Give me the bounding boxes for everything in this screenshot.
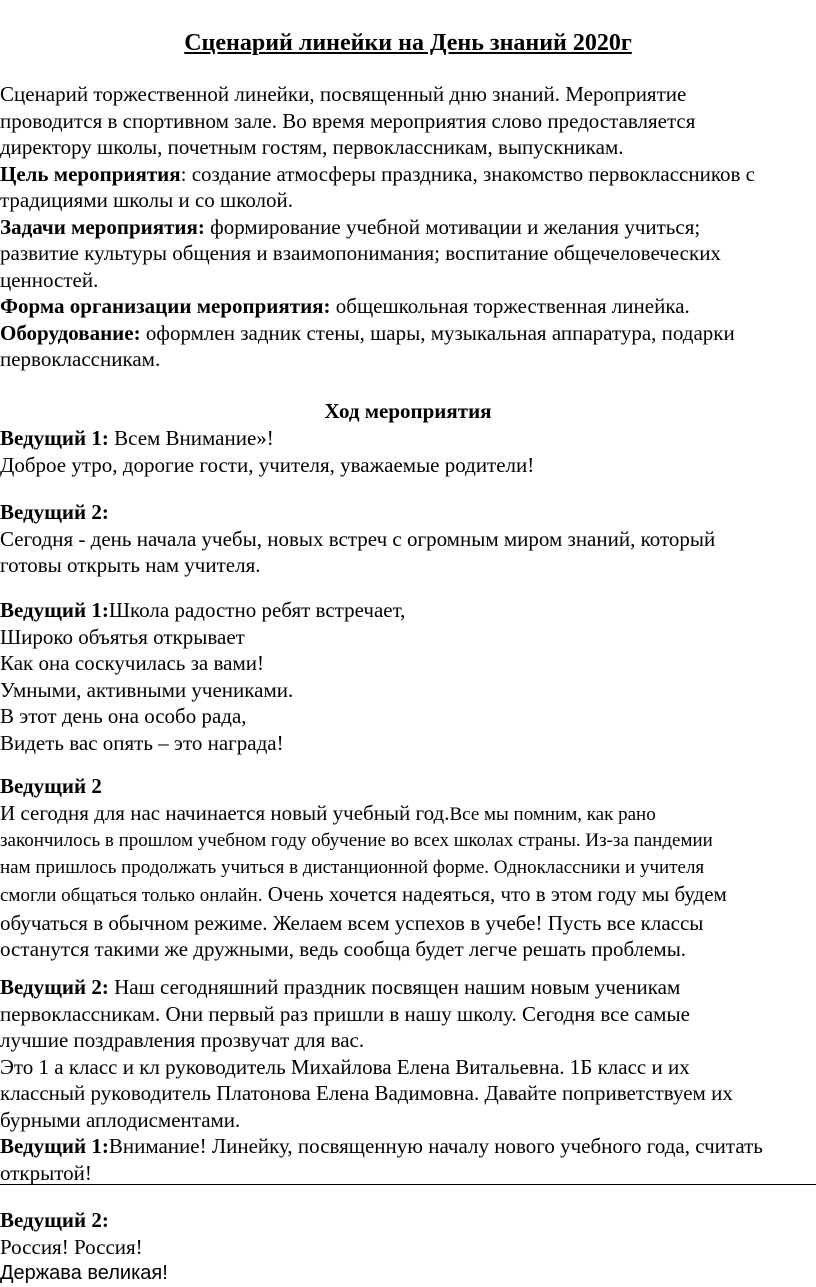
intro-section bbox=[0, 81, 816, 373]
speaker-1-line-2: Доброе утро, дорогие гости, учителя, уважаемые родители! bbox=[0, 452, 535, 477]
speaker-2-label-line bbox=[0, 1207, 816, 1234]
speaker-1-text: Всем Внимание»! bbox=[108, 426, 274, 450]
goal-line-1 bbox=[0, 161, 816, 188]
pandemic-line-4 bbox=[0, 881, 816, 910]
verse-line-6: Видеть вас опять – это награда! bbox=[0, 730, 284, 755]
firstgraders-line-6: бурными аплодисментами. bbox=[0, 1107, 241, 1132]
page-title: Сценарий линейки на День знаний 2020г bbox=[184, 30, 632, 56]
intro-line-1: Сценарий торжественной линейки, посвященный дню знаний. Мероприятие bbox=[0, 82, 687, 106]
pandemic-text-4a: смогли общаться только онлайн. bbox=[0, 885, 263, 906]
pandemic-text-1a: И сегодня для нас начинается новый учебный год. bbox=[0, 800, 450, 825]
opening-text-1: Внимание! Линейку, посвященную началу нового учебного года, считать bbox=[108, 1134, 763, 1158]
tasks-text-1: формирование учебной мотивации и желания учиться; bbox=[204, 214, 701, 239]
tasks-line-1 bbox=[0, 214, 816, 241]
firstgraders-line-4: Это 1 а класс и кл руководитель Михайлова Елена Витальевна. 1Б класс и их bbox=[0, 1054, 690, 1079]
speaker-2-russia-block bbox=[0, 1207, 816, 1287]
section-heading-wrap bbox=[0, 398, 816, 425]
verse-line-1 bbox=[0, 597, 816, 624]
equipment-label: Оборудование: bbox=[0, 320, 141, 345]
pandemic-text-4b: Очень хочется надеяться, что в этом году мы будем bbox=[262, 882, 727, 906]
verse-line-3: Как она соскучилась за вами! bbox=[0, 651, 264, 675]
firstgraders-line-1 bbox=[0, 974, 816, 1001]
equipment-line-1 bbox=[0, 320, 816, 347]
speaker-2-line-1: Сегодня - день начала учебы, новых встреч с огромным миром знаний, который bbox=[0, 526, 716, 551]
form-line bbox=[0, 293, 816, 320]
speaker-label: Ведущий 2: bbox=[0, 975, 109, 999]
opening-line-1 bbox=[0, 1133, 816, 1160]
verse-line-4: Умными, активными учениками. bbox=[0, 677, 294, 702]
speaker-label: Ведущий 2 bbox=[0, 774, 102, 798]
firstgraders-line-5: классный руководитель Платонова Елена Вадимовна. Давайте поприветствуем их bbox=[0, 1081, 733, 1105]
pandemic-line-2: закончилось в прошлом учебном году обучение во всех школах страны. Из-за пандемии bbox=[0, 830, 713, 851]
speaker-2-label-line bbox=[0, 773, 816, 800]
pandemic-line-6: останутся такими же дружными, ведь сообща будет легче решать проблемы. bbox=[0, 937, 687, 961]
speaker-2-block bbox=[0, 499, 816, 579]
goal-line-2: традициями школы и со школой. bbox=[0, 188, 294, 212]
section-heading: Ход мероприятия bbox=[324, 399, 492, 423]
speaker-1-block bbox=[0, 425, 816, 478]
speaker-label: Ведущий 1: bbox=[0, 426, 109, 450]
tasks-line-2: развитие культуры общения и взаимопонимания; воспитание общечеловеческих bbox=[0, 241, 721, 265]
form-label: Форма организации мероприятия: bbox=[0, 294, 331, 318]
speaker-2-firstgraders-block bbox=[0, 974, 816, 1186]
firstgraders-line-3: лучшие поздравления прозвучат для вас. bbox=[0, 1028, 365, 1052]
speaker-2-pandemic-block bbox=[0, 773, 816, 963]
divider-line bbox=[0, 1184, 816, 1185]
goal-label: Цель мероприятия bbox=[0, 161, 181, 186]
verse-text-1: Школа радостно ребят встречает, bbox=[108, 598, 406, 622]
intro-line-2: проводится в спортивном зале. Во время мероприятия слово предоставляется bbox=[0, 108, 696, 133]
firstgraders-text-1: Наш сегодняшний праздник посвящен нашим новым ученикам bbox=[108, 975, 681, 999]
equipment-line-2: первоклассникам. bbox=[0, 347, 161, 371]
form-text: общешкольная торжественная линейка. bbox=[330, 294, 690, 318]
speaker-label: Ведущий 2: bbox=[0, 1208, 109, 1232]
verse-line-5: В этот день она особо рада, bbox=[0, 704, 247, 728]
russia-line-2: Держава великая! bbox=[0, 1262, 168, 1284]
pandemic-line-1 bbox=[0, 800, 816, 829]
opening-line-2: открытой! bbox=[0, 1160, 92, 1185]
speaker-2-line-2: готовы открыть нам учителя. bbox=[0, 553, 261, 577]
verse-line-2: Широко объятья открывает bbox=[0, 624, 245, 649]
equipment-text-1: оформлен задник стены, шары, музыкальная аппаратура, подарки bbox=[140, 320, 735, 345]
speaker-label: Ведущий 1: bbox=[0, 1134, 109, 1158]
speaker-2-label-line bbox=[0, 499, 816, 526]
tasks-line-3: ценностей. bbox=[0, 267, 99, 292]
tasks-label: Задачи мероприятия: bbox=[0, 214, 205, 239]
speaker-label: Ведущий 1: bbox=[0, 598, 109, 622]
speaker-label: Ведущий 2: bbox=[0, 500, 109, 524]
pandemic-line-5: обучаться в обычном режиме. Желаем всем успехов в учебе! Пусть все классы bbox=[0, 910, 704, 935]
pandemic-line-3: нам пришлось продолжать учиться в дистанционной форме. Одноклассники и учителя bbox=[0, 856, 705, 878]
intro-line-3: директору школы, почетным гостям, первоклассникам, выпускникам. bbox=[0, 135, 624, 159]
pandemic-text-1b: Все мы помним, как рано bbox=[449, 803, 656, 825]
firstgraders-line-2: первоклассникам. Они первый раз пришли в нашу школу. Сегодня все самые bbox=[0, 1001, 690, 1026]
speaker-1-line-1 bbox=[0, 425, 816, 452]
goal-text-1: : создание атмосферы праздника, знакомство первоклассников с bbox=[180, 161, 755, 186]
russia-line-1: Россия! Россия! bbox=[0, 1234, 143, 1259]
speaker-1-verse-block bbox=[0, 597, 816, 756]
